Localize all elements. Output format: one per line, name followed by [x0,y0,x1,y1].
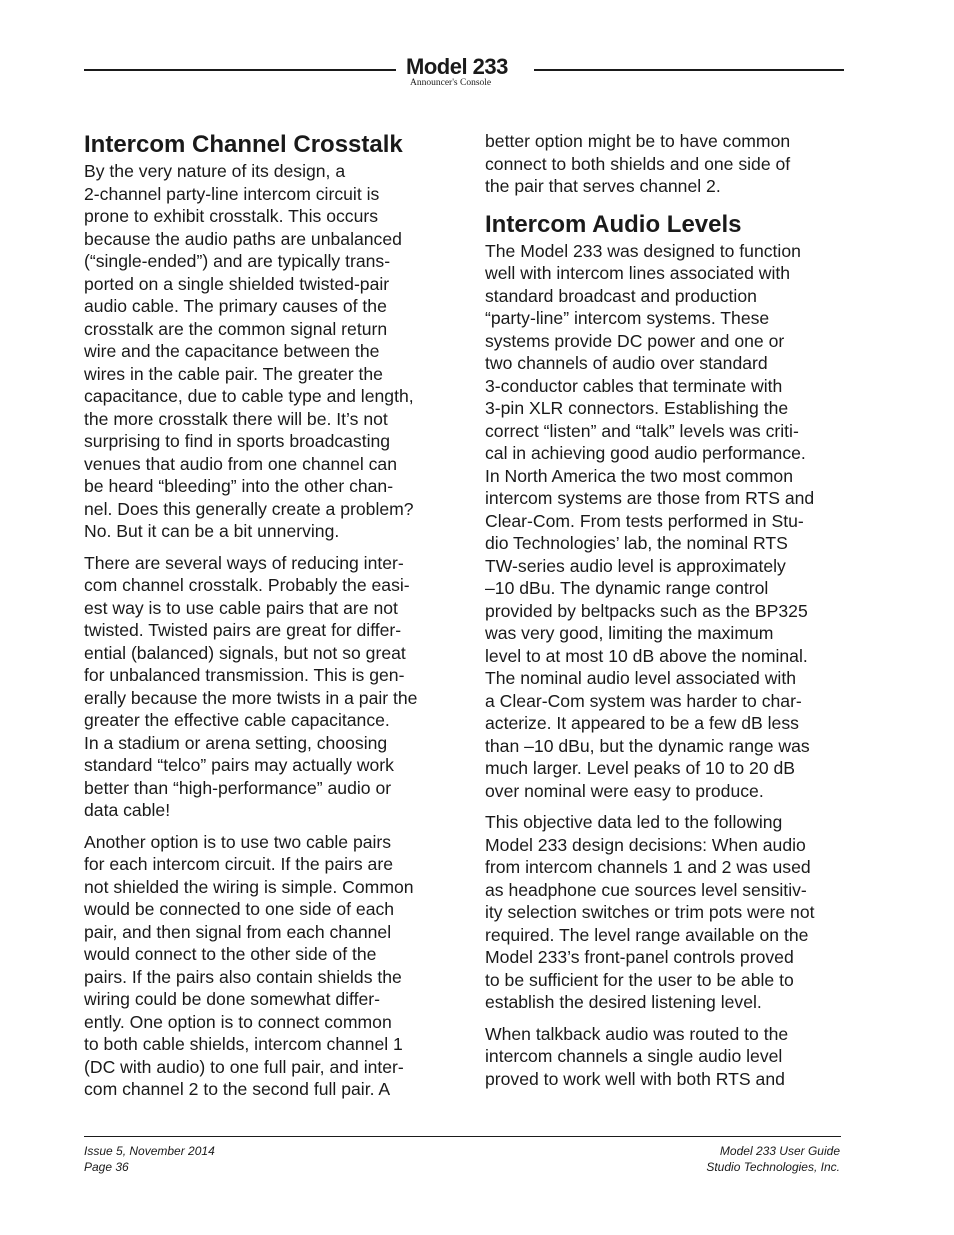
model-logo [406,55,524,88]
logo-title: Model 233 [406,54,508,79]
paragraph-continuation: better option might be to have common connect to both shields and one side of the pair that serves channel 2. [485,131,791,196]
footer-guide-company: Model 233 User Guide Studio Technologies, Inc. [706,1144,840,1174]
paragraph: The Model 233 was designed to function well with intercom lines associated with standard broadcast and production “party-line” intercom systems. These systems provide DC power and one or two channels of audio over standard 3-conductor cables that terminate with 3-pin XLR connectors. Establishing the correct “listen” and “talk” levels was criti- cal in achieving good audio performance. In North America the two most common intercom systems are those from RTS and Clear-Com. From tests performed in Stu- dio Technologies’ lab, the nominal RTS TW-series audio level is approximately –10 dBu. The dynamic range control provided by beltpacks such as the BP325 was very good, limiting the maximum level to at most 10 dB above the nominal. The nominal audio level associated with a Clear-Com system was harder to char- acterize. It appeared to be a few dB less than –10 dBu, but the dynamic range was much larger. Level peaks of 10 to 20 dB over nominal were easy to produce. [485,240,815,801]
logo-subtitle: Announcer's Console [410,78,492,88]
section-heading-crosstalk: Intercom Channel Crosstalk [84,131,403,158]
paragraph: There are several ways of reducing inter- com channel crosstalk. Probably the easi- est way is to use cable pairs that are not twisted. Twisted pairs are great for differ- ential (balanced) signals, but not so great for unbalanced transmission. This is gen- erally because the more twists in a pair the greater the effective cable capacitance. In a stadium or arena setting, choosing standard “telco” pairs may actually work better than “high-performance” audio or data cable! [84,552,418,820]
paragraph: By the very nature of its design, a 2-channel party-line intercom circuit is prone to exhibit crosstalk. This occurs because the audio paths are unbalanced (“single-ended”) and are typically trans- ported on a single shielded twisted-pair audio cable. The primary causes of the crosstalk are the common signal return wire and the capacitance between the wires in the cable pair. The greater the capacitance, due to cable type and length, the more crosstalk there will be. It’s not surprising to find in sports broadcasting venues that audio from one channel can be heard “bleeding” into the other chan- nel. Does this generally create a problem? No. But it can be a bit unnerving. [84,161,414,541]
footer-rule [84,1136,841,1137]
header-rule-right [534,69,844,71]
paragraph: Another option is to use two cable pairs for each intercom circuit. If the pairs are not shielded the wiring is simple. Common would be connected to one side of each pair, and then signal from each channel would connect to the other side of the pairs. If the pairs also contain shields the wiring could be done somewhat differ- ently. One option is to connect common to both cable shields, intercom channel 1 (DC with audio) to one full pair, and inter- com channel 2 to the second full pair. A [84,831,414,1099]
paragraph: When talkback audio was routed to the intercom channels a single audio level proved to work well with both RTS and [485,1023,789,1089]
header-rule-left [84,69,396,71]
paragraph: This objective data led to the following Model 233 design decisions: When audio from intercom channels 1 and 2 was used as headphone cue sources level sensitiv- ity selection switches or trim pots were not required. The level range available on the Model 233’s front-panel controls proved to be sufficient for the user to be able to establish the desired listening level. [485,812,815,1012]
section-heading-audio-levels: Intercom Audio Levels [485,210,742,238]
left-column [84,128,456,1110]
footer-issue-page: Issue 5, November 2014 Page 36 [84,1144,215,1174]
right-column [485,130,857,1099]
